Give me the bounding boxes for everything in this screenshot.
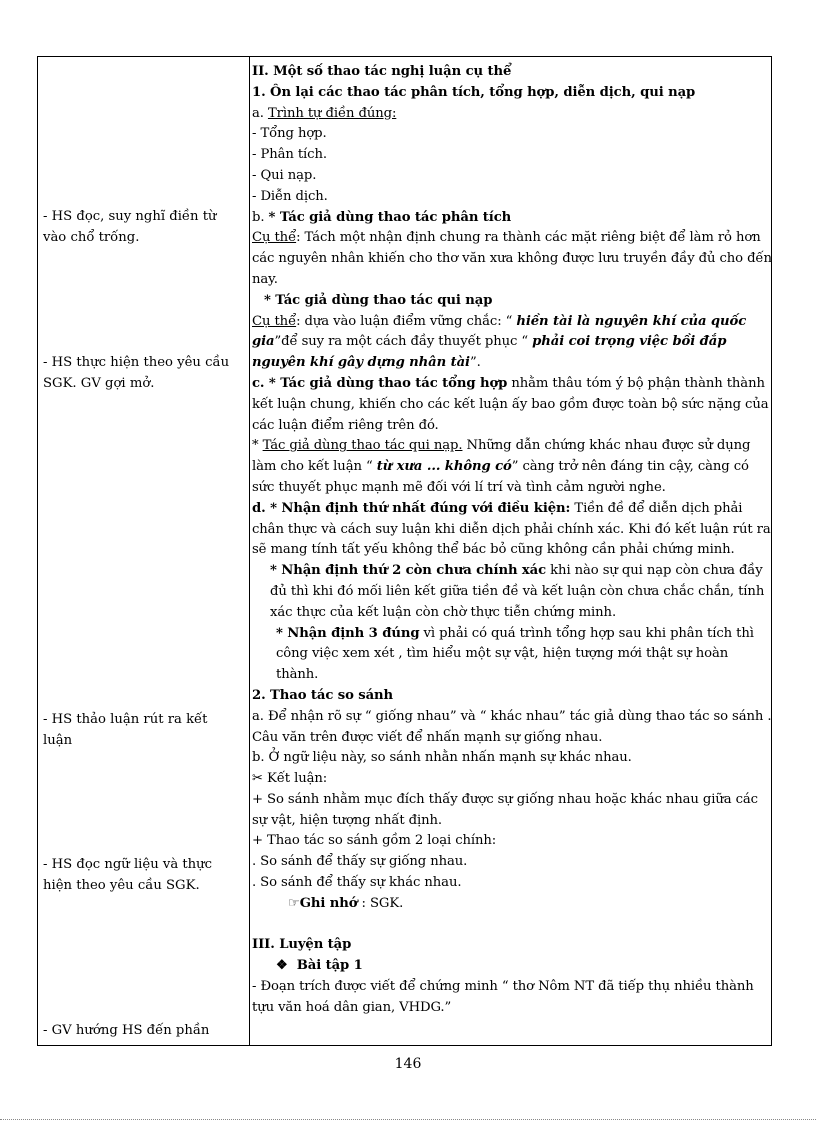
- left-note-4: - HS đọc ngữ liệu và thực hiện theo yêu cầu SGK.: [43, 857, 213, 893]
- left-note-3: - HS thảo luận rút ra kết luận: [43, 712, 208, 748]
- conclusion-point-2: + Thao tác so sánh gồm 2 loại chính:: [252, 833, 497, 849]
- spacer: [252, 915, 772, 936]
- subsection-heading-2: 2. Thao tác so sánh: [252, 687, 394, 703]
- item-d-3: * Nhận định 3 đúng vì phải có quá trình tổng hợp sau khi phân tích thì công việc xem xét , tìm hiểu một sự vật, hiện tượng mới thật sự hoàn thành.: [276, 625, 754, 683]
- left-note-5: - GV hướng HS đến phần: [43, 1023, 210, 1038]
- conclusion-point-3: . So sánh để thấy sự giống nhau.: [252, 854, 468, 870]
- conclusion-point-4: . So sánh để thấy sự khác nhau.: [252, 875, 462, 891]
- item-b-detail-2: Cụ thể: dựa vào luận điểm vững chắc: “ hiền tài là nguyên khí của quốc gia”để suy ra một cách đầy thuyết phục “ phải coi trọng việc bồi đắp nguyên khí gây dựng nhân tài”.: [252, 313, 747, 371]
- diamond-bullet-icon: ❖: [276, 958, 288, 974]
- item-c: c. * Tác giả dùng thao tác tổng hợp nhằm thâu tóm ý bộ phận thành thành kết luận chung, khiến cho các kết luận ấy bao gồm được toàn bộ sức nặng của các luận điểm riêng trên đó.: [252, 375, 769, 433]
- item-a: a. Trình tự điền đúng:: [252, 105, 397, 121]
- exercise-1-title: ❖ Bài tập 1: [276, 958, 363, 974]
- section-heading-3: III. Luyện tập: [252, 937, 352, 953]
- item-a-label: Trình tự điền đúng:: [267, 105, 397, 121]
- left-note-2: - HS thực hiện theo yêu cầu SGK. GV gợi mở.: [43, 355, 230, 391]
- lesson-content: [252, 62, 772, 1019]
- lesson-table: [37, 56, 772, 1046]
- item-c-2: * Tác giả dùng thao tác qui nạp. Những dẫn chứng khác nhau được sử dụng làm cho kết luận “ từ xưa ... không có” càng trở nên đáng tin cậy, càng có sức thuyết phục mạnh mẽ đối với lí trí và tình cảm người nghe.: [252, 438, 751, 495]
- item-b-title: b. * Tác giả dùng thao tác phân tích: [252, 209, 512, 225]
- compare-b: b. Ở ngữ liệu này, so sánh nhằn nhấn mạnh sự khác nhau.: [252, 750, 632, 766]
- conclusion-heading: ✂ Kết luận:: [252, 771, 328, 787]
- left-note-1: - HS đọc, suy nghĩ điền từ vào chổ trống.: [43, 209, 217, 245]
- item-a-1: - Tổng hợp.: [252, 126, 327, 142]
- page-number: 146: [394, 1056, 422, 1072]
- section-heading-2: II. Một số thao tác nghị luận cụ thể: [252, 64, 512, 79]
- item-a-2: - Phân tích.: [252, 147, 327, 163]
- item-d: d. * Nhận định thứ nhất đúng với điều kiện: Tiền đề để diễn dịch phải chân thực và cách suy luận khi diễn dịch phải chính xác. Khi đó kết luận rút ra sẽ mang tính tất yếu không thể bác bỏ cũng không cần phải chứng minh.: [252, 500, 771, 558]
- item-b-title-2: * Tác giả dùng thao tác qui nạp: [264, 292, 493, 308]
- item-a-3: - Qui nạp.: [252, 167, 317, 183]
- conclusion-point-1: + So sánh nhằm mục đích thấy được sự giống nhau hoặc khác nhau giữa các sự vật, hiện tượng nhất định.: [252, 791, 758, 828]
- scissors-icon: ✂: [252, 771, 263, 787]
- item-a-4: - Diễn dịch.: [252, 188, 328, 204]
- memo-line: ☞Ghi nhớ : SGK.: [288, 895, 404, 911]
- item-b-detail-1: Cụ thể: Tách một nhận định chung ra thành các mặt riêng biệt để làm rỏ hơn các nguyên nhân khiến cho thơ văn xưa không được lưu truyền đầy đủ cho đến nay.: [252, 230, 772, 287]
- exercise-1-text: - Đoạn trích được viết để chứng minh “ thơ Nôm NT đã tiếp thụ nhiều thành tựu văn hoá dân gian, VHDG.”: [252, 979, 754, 1015]
- item-d-2: * Nhận định thứ 2 còn chưa chính xác khi nào sự qui nạp còn chưa đầy đủ thì khi đó mối liên kết giữa tiền đề và kết luận còn chưa chắc chắn, tính xác thực của kết luận còn chờ thực tiễn chứng minh.: [270, 563, 765, 620]
- compare-a: a. Để nhận rõ sự “ giống nhau” và “ khác nhau” tác giả dùng thao tác so sánh . Câu văn trên được viết để nhấn mạnh sự giống nhau.: [252, 708, 772, 745]
- bottom-dotted-line: [0, 1119, 816, 1120]
- pointing-hand-icon: ☞: [288, 895, 300, 911]
- column-divider: [249, 57, 250, 1045]
- subsection-heading-1: 1. Ôn lại các thao tác phân tích, tổng hợp, diễn dịch, qui nạp: [252, 84, 696, 100]
